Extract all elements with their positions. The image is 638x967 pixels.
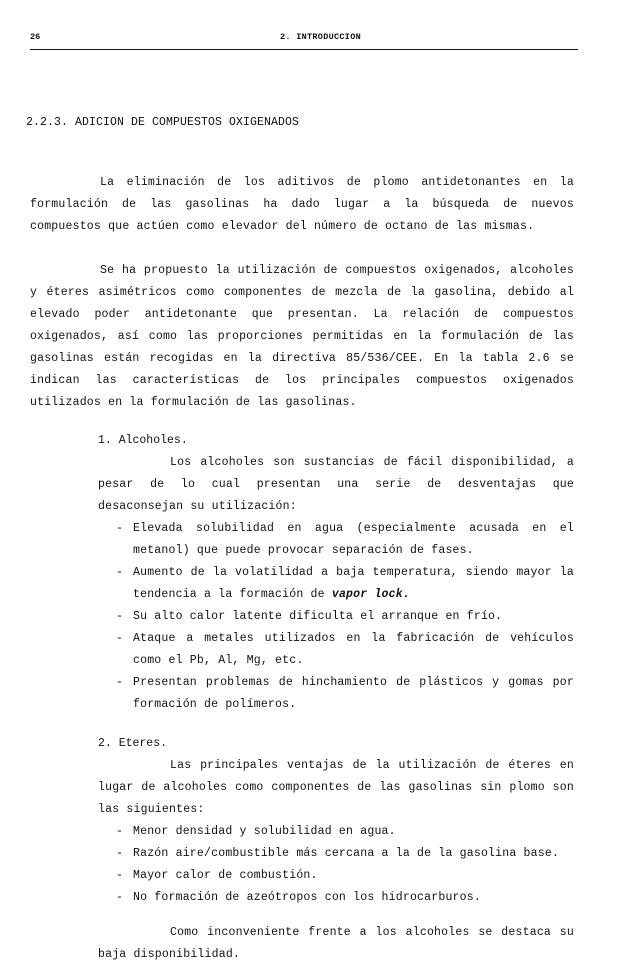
bullet-dash: - [116, 676, 124, 689]
bullet-text: Aumento de la volatilidad a baja temperatura, siendo mayor la tendencia a la formación de [133, 566, 574, 601]
bullet-text: No formación de azeótropos con los hidrocarburos. [133, 891, 481, 904]
bullet-text: Presentan problemas de hinchamiento de plásticos y gomas por formación de polímeros. [133, 676, 574, 711]
bullet-dash: - [116, 610, 124, 623]
item-intro-alcoholes: Los alcoholes son sustancias de fácil disponibilidad, a pesar de lo cual presentan una serie de desventajas que desaconsejan su utilización: [98, 456, 574, 513]
list-item [116, 628, 574, 672]
page-number: 26 [30, 32, 41, 42]
list-item [116, 518, 574, 562]
bullet-dash: - [116, 566, 124, 579]
page-header [30, 32, 578, 50]
bullet-dash: - [116, 825, 124, 838]
list-item [116, 606, 574, 628]
list-item [116, 865, 574, 887]
closing-paragraph: Como inconveniente frente a los alcoholes se destaca su baja disponibilidad. [98, 926, 574, 961]
bullet-dash: - [116, 847, 124, 860]
item-intro-eteres: Las principales ventajas de la utilización de éteres en lugar de alcoholes como componentes de las gasolinas sin plomo son las siguientes: [98, 759, 574, 816]
bullet-list-alcoholes [116, 518, 574, 716]
bullet-dash: - [116, 891, 124, 904]
item-heading-alcoholes: 1. Alcoholes. [98, 434, 188, 447]
bullet-text: Ataque a metales utilizados en la fabricación de vehículos como el Pb, Al, Mg, etc. [133, 632, 574, 667]
list-item [116, 821, 574, 843]
section-title: 2.2.3. ADICION DE COMPUESTOS OXIGENADOS [26, 116, 300, 129]
bullet-text: Elevada solubilidad en agua (especialmente acusada en el metanol) que puede provocar separación de fases. [133, 522, 574, 557]
paragraph-1: La eliminación de los aditivos de plomo antidetonantes en la formulación de las gasolinas ha dado lugar a la búsqueda de nuevos compuestos que actúen como elevador del número de octano de las mismas. [30, 176, 574, 233]
list-item [116, 672, 574, 716]
bullet-text: Mayor calor de combustión. [133, 869, 318, 882]
list-item [116, 843, 574, 865]
list-item [116, 887, 574, 909]
item-heading-eteres: 2. Eteres. [98, 737, 168, 750]
bullet-text: Su alto calor latente dificulta el arranque en frío. [133, 610, 503, 623]
paragraph-2: Se ha propuesto la utilización de compuestos oxigenados, alcoholes y éteres asimétricos como componentes de mezcla de la gasolina, debido al elevado poder antidetonante que presentan. La relación de compuestos oxigenados, así como las proporciones permitidas en la formulación de las gasolinas están recogidas en la directiva 85/536/CEE. En la tabla 2.6 se indican las características de los principales compuestos oxigenados utilizados en la formulación de las gasolinas. [30, 264, 574, 409]
bullet-dash: - [116, 522, 124, 535]
chapter-title: 2. INTRODUCCION [280, 32, 362, 42]
list-item [116, 562, 574, 606]
bullet-dash: - [116, 869, 124, 882]
bullet-text: Razón aire/combustible más cercana a la de la gasolina base. [133, 847, 560, 860]
bullet-text: Menor densidad y solubilidad en agua. [133, 825, 396, 838]
bullet-list-eteres [116, 821, 574, 909]
bullet-dash: - [116, 632, 124, 645]
emphasis-vapor-lock: vapor lock. [331, 588, 410, 601]
